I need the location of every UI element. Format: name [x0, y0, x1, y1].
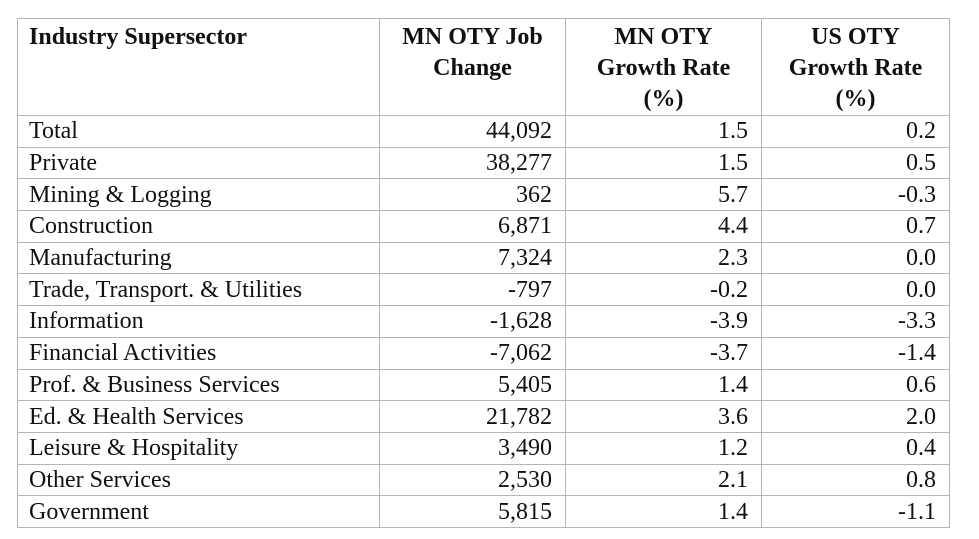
header-row: [18, 19, 950, 116]
table-row: [18, 147, 950, 179]
us-growth-rate-cell: 0.5: [762, 147, 950, 179]
mn-growth-rate-cell: -3.9: [566, 306, 762, 338]
sector-cell: Mining & Logging: [18, 179, 380, 211]
mn-growth-rate-cell: -0.2: [566, 274, 762, 306]
mn-growth-rate-cell: 1.2: [566, 432, 762, 464]
sector-cell: Manufacturing: [18, 242, 380, 274]
mn-growth-rate-cell: 1.4: [566, 369, 762, 401]
table-row: [18, 464, 950, 496]
mn-job-change-cell: 5,405: [380, 369, 566, 401]
industry-table-container: [17, 18, 949, 525]
header-line: Growth Rate: [596, 55, 731, 81]
table-row: [18, 432, 950, 464]
mn-growth-rate-cell: 2.1: [566, 464, 762, 496]
header-line: MN OTY: [614, 24, 713, 50]
sector-cell: Trade, Transport. & Utilities: [18, 274, 380, 306]
us-growth-rate-cell: 0.8: [762, 464, 950, 496]
mn-growth-rate-cell: 5.7: [566, 179, 762, 211]
us-growth-rate-cell: 0.4: [762, 432, 950, 464]
header-line: MN OTY Job: [402, 24, 543, 50]
header-line: Industry Supersector: [29, 24, 248, 50]
us-growth-rate-cell: 0.0: [762, 274, 950, 306]
table-row: [18, 401, 950, 433]
us-growth-rate-cell: 0.6: [762, 369, 950, 401]
mn-job-change-cell: -1,628: [380, 306, 566, 338]
sector-cell: Information: [18, 306, 380, 338]
header-mn-oty-job-change: [380, 19, 566, 116]
header-industry-supersector: [18, 19, 380, 116]
industry-supersector-table: [17, 18, 950, 528]
mn-job-change-cell: 6,871: [380, 211, 566, 243]
mn-job-change-cell: 5,815: [380, 496, 566, 528]
us-growth-rate-cell: -1.4: [762, 337, 950, 369]
sector-cell: Leisure & Hospitality: [18, 432, 380, 464]
mn-job-change-cell: 21,782: [380, 401, 566, 433]
table-row: [18, 369, 950, 401]
mn-growth-rate-cell: 1.5: [566, 147, 762, 179]
table-row: [18, 211, 950, 243]
table-row: [18, 337, 950, 369]
mn-growth-rate-cell: 3.6: [566, 401, 762, 433]
us-growth-rate-cell: 2.0: [762, 401, 950, 433]
sector-cell: Financial Activities: [18, 337, 380, 369]
mn-job-change-cell: 362: [380, 179, 566, 211]
sector-cell: Total: [18, 116, 380, 148]
mn-job-change-cell: -7,062: [380, 337, 566, 369]
us-growth-rate-cell: -0.3: [762, 179, 950, 211]
mn-job-change-cell: 44,092: [380, 116, 566, 148]
mn-job-change-cell: 7,324: [380, 242, 566, 274]
us-growth-rate-cell: -1.1: [762, 496, 950, 528]
mn-growth-rate-cell: 4.4: [566, 211, 762, 243]
mn-job-change-cell: 38,277: [380, 147, 566, 179]
mn-growth-rate-cell: 2.3: [566, 242, 762, 274]
sector-cell: Construction: [18, 211, 380, 243]
sector-cell: Ed. & Health Services: [18, 401, 380, 433]
mn-job-change-cell: 2,530: [380, 464, 566, 496]
header-line: Change: [433, 55, 512, 81]
sector-cell: Private: [18, 147, 380, 179]
header-line: US OTY: [811, 24, 900, 50]
sector-cell: Other Services: [18, 464, 380, 496]
table-row: [18, 306, 950, 338]
table-row: [18, 242, 950, 274]
us-growth-rate-cell: 0.0: [762, 242, 950, 274]
table-row: [18, 116, 950, 148]
table-row: [18, 179, 950, 211]
table-row: [18, 274, 950, 306]
mn-job-change-cell: 3,490: [380, 432, 566, 464]
mn-job-change-cell: -797: [380, 274, 566, 306]
header-mn-oty-growth-rate: [566, 19, 762, 116]
mn-growth-rate-cell: 1.4: [566, 496, 762, 528]
mn-growth-rate-cell: 1.5: [566, 116, 762, 148]
header-line: Growth Rate: [788, 55, 923, 81]
header-line: (%): [643, 86, 684, 112]
table-row: [18, 496, 950, 528]
us-growth-rate-cell: 0.2: [762, 116, 950, 148]
table-body: [18, 116, 950, 528]
header-us-oty-growth-rate: [762, 19, 950, 116]
us-growth-rate-cell: 0.7: [762, 211, 950, 243]
sector-cell: Government: [18, 496, 380, 528]
us-growth-rate-cell: -3.3: [762, 306, 950, 338]
header-line: (%): [835, 86, 876, 112]
sector-cell: Prof. & Business Services: [18, 369, 380, 401]
mn-growth-rate-cell: -3.7: [566, 337, 762, 369]
